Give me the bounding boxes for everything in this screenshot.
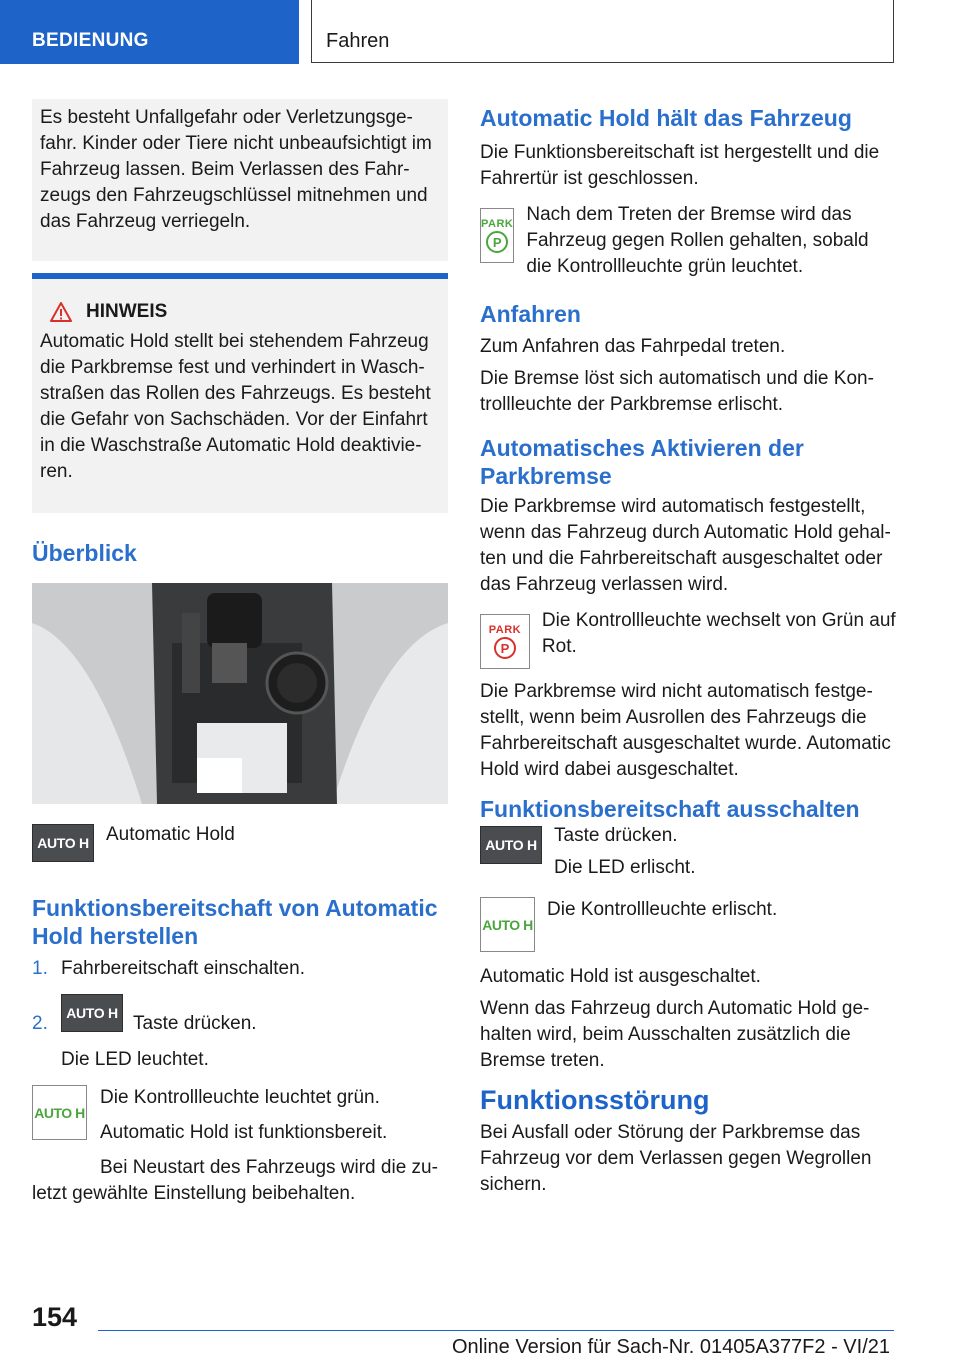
notice-text: Automatic Hold stellt bei stehendem Fahrzeug die Parkbremse fest und verhindert in Wasch-straßen das Rollen des Fahrzeugs. Es besteht die Gefahr von Sachschäden. Vor der Einfahrt in die Waschstraße Automatic Hold deaktivie-ren.	[40, 331, 431, 482]
start-text: Zum Anfahren das Fahrpedal treten.	[480, 336, 786, 357]
notice-box	[32, 273, 448, 513]
right-column	[480, 99, 898, 1198]
step-text: Taste drücken.	[133, 1013, 257, 1034]
lamp-label: AUTO H	[482, 916, 533, 933]
step-sub-text: Die LED leuchtet.	[61, 1049, 209, 1070]
notice-title: HINWEIS	[86, 301, 168, 322]
warning-box	[32, 99, 448, 261]
auto-h-button-row	[32, 824, 448, 862]
section-tab	[0, 0, 299, 64]
off-lamp-row	[480, 897, 898, 952]
console-illustration	[32, 583, 448, 804]
auto-h-lamp-icon	[32, 1085, 87, 1140]
off-lamp-text: Die Kontrollleuchte erlischt.	[547, 899, 778, 920]
left-column	[32, 99, 448, 1207]
lamp-text: Automatic Hold ist funktionsbereit.	[100, 1122, 388, 1143]
list-item	[32, 956, 448, 982]
chapter-tab	[311, 0, 894, 63]
off-button-text: Taste drücken.	[554, 825, 678, 846]
park-green-text: Nach dem Treten der Bremse wird das Fahrzeug gegen Rollen gehalten, sobald die Kontrollleuchte grün leuchtet.	[526, 204, 869, 277]
auto-h-button-icon: AUTO H	[61, 994, 123, 1032]
hold-heading: Automatic Hold hält das Fahrzeug	[480, 105, 852, 131]
off-text: Automatic Hold ist ausgeschaltet.	[480, 966, 761, 987]
start-heading: Anfahren	[480, 301, 581, 327]
hold-text: Die Funktionsbereitschaft ist hergestellt und die Fahrertür ist geschlossen.	[480, 142, 880, 189]
chapter-label: Fahren	[326, 30, 390, 52]
auto-park-text-2: Die Parkbremse wird nicht automatisch festge-stellt, wenn beim Ausrollen des Fahrzeugs die Fahrbereitschaft ausgeschaltet wurde. Automatic Hold wird dabei ausgeschaltet.	[480, 681, 891, 780]
setup-steps	[32, 956, 448, 1073]
auto-park-heading: Automatisches Aktivieren der Parkbremse	[480, 435, 804, 489]
park-red-text: Die Kontrollleuchte wechselt von Grün auf Rot.	[541, 610, 896, 657]
lamp-text-continued: letzt gewählte Einstellung beibehalten.	[32, 1183, 356, 1204]
auto-h-button-icon: AUTO H	[480, 826, 542, 864]
page-number: 154	[32, 1302, 78, 1332]
park-green-icon: PARK P	[480, 208, 514, 263]
footer-divider	[98, 1330, 894, 1331]
overview-heading: Überblick	[32, 540, 137, 566]
park-green-row	[480, 202, 898, 280]
park-red-icon: PARK P	[480, 614, 530, 669]
auto-h-caption: Automatic Hold	[106, 824, 235, 845]
park-red-row	[480, 608, 898, 669]
warning-text: Es besteht Unfallgefahr oder Verletzungsge-fahr. Kinder oder Tiere nicht unbeaufsichtigt im Fahrzeug lassen. Beim Verlassen des Fahr-zeugs den Fahrzeugschlüssel mitnehmen und das Fahrzeug verriegeln.	[40, 107, 432, 232]
off-button-row	[480, 823, 898, 881]
step-number: 1.	[32, 958, 48, 979]
center-console-photo	[32, 583, 448, 804]
lamp-row	[32, 1085, 448, 1181]
auto-h-lamp-icon	[480, 897, 535, 952]
lamp-label: AUTO H	[34, 1104, 85, 1121]
auto-park-text: Die Parkbremse wird automatisch festgestellt, wenn das Fahrzeug durch Automatic Hold gehal-ten und die Fahrbereitschaft ausgeschaltet oder das Fahrzeug verlassen wird.	[480, 496, 891, 595]
lamp-text: Die Kontrollleuchte leuchtet grün.	[100, 1087, 380, 1108]
warning-triangle-icon	[50, 302, 72, 322]
off-heading: Funktionsbereitschaft ausschalten	[480, 796, 860, 822]
off-button-text: Die LED erlischt.	[554, 857, 696, 878]
step-number: 2.	[32, 1013, 48, 1034]
footer-version: Online Version für Sach-Nr. 01405A377F2 - VI/21	[451, 1336, 890, 1358]
lamp-text: Bei Neustart des Fahrzeugs wird die zu-	[100, 1157, 438, 1178]
off-text: Wenn das Fahrzeug durch Automatic Hold ge-halten wird, beim Ausschalten zusätzlich die Bremse treten.	[480, 998, 870, 1071]
fault-text: Bei Ausfall oder Störung der Parkbremse das Fahrzeug vor dem Verlassen gegen Wegrollen sichern.	[480, 1122, 872, 1195]
setup-heading: Funktionsbereitschaft von Automatic Hold herstellen	[32, 895, 438, 949]
notice-header	[40, 301, 440, 323]
fault-heading: Funktionsstörung	[480, 1085, 710, 1115]
auto-h-button-icon: AUTO H	[32, 824, 94, 862]
list-item	[32, 994, 448, 1073]
start-text: Die Bremse löst sich automatisch und die Kon-trollleuchte der Parkbremse erlischt.	[480, 368, 874, 415]
step-text: Fahrbereitschaft einschalten.	[61, 958, 305, 979]
section-label: BEDIENUNG	[32, 30, 149, 51]
